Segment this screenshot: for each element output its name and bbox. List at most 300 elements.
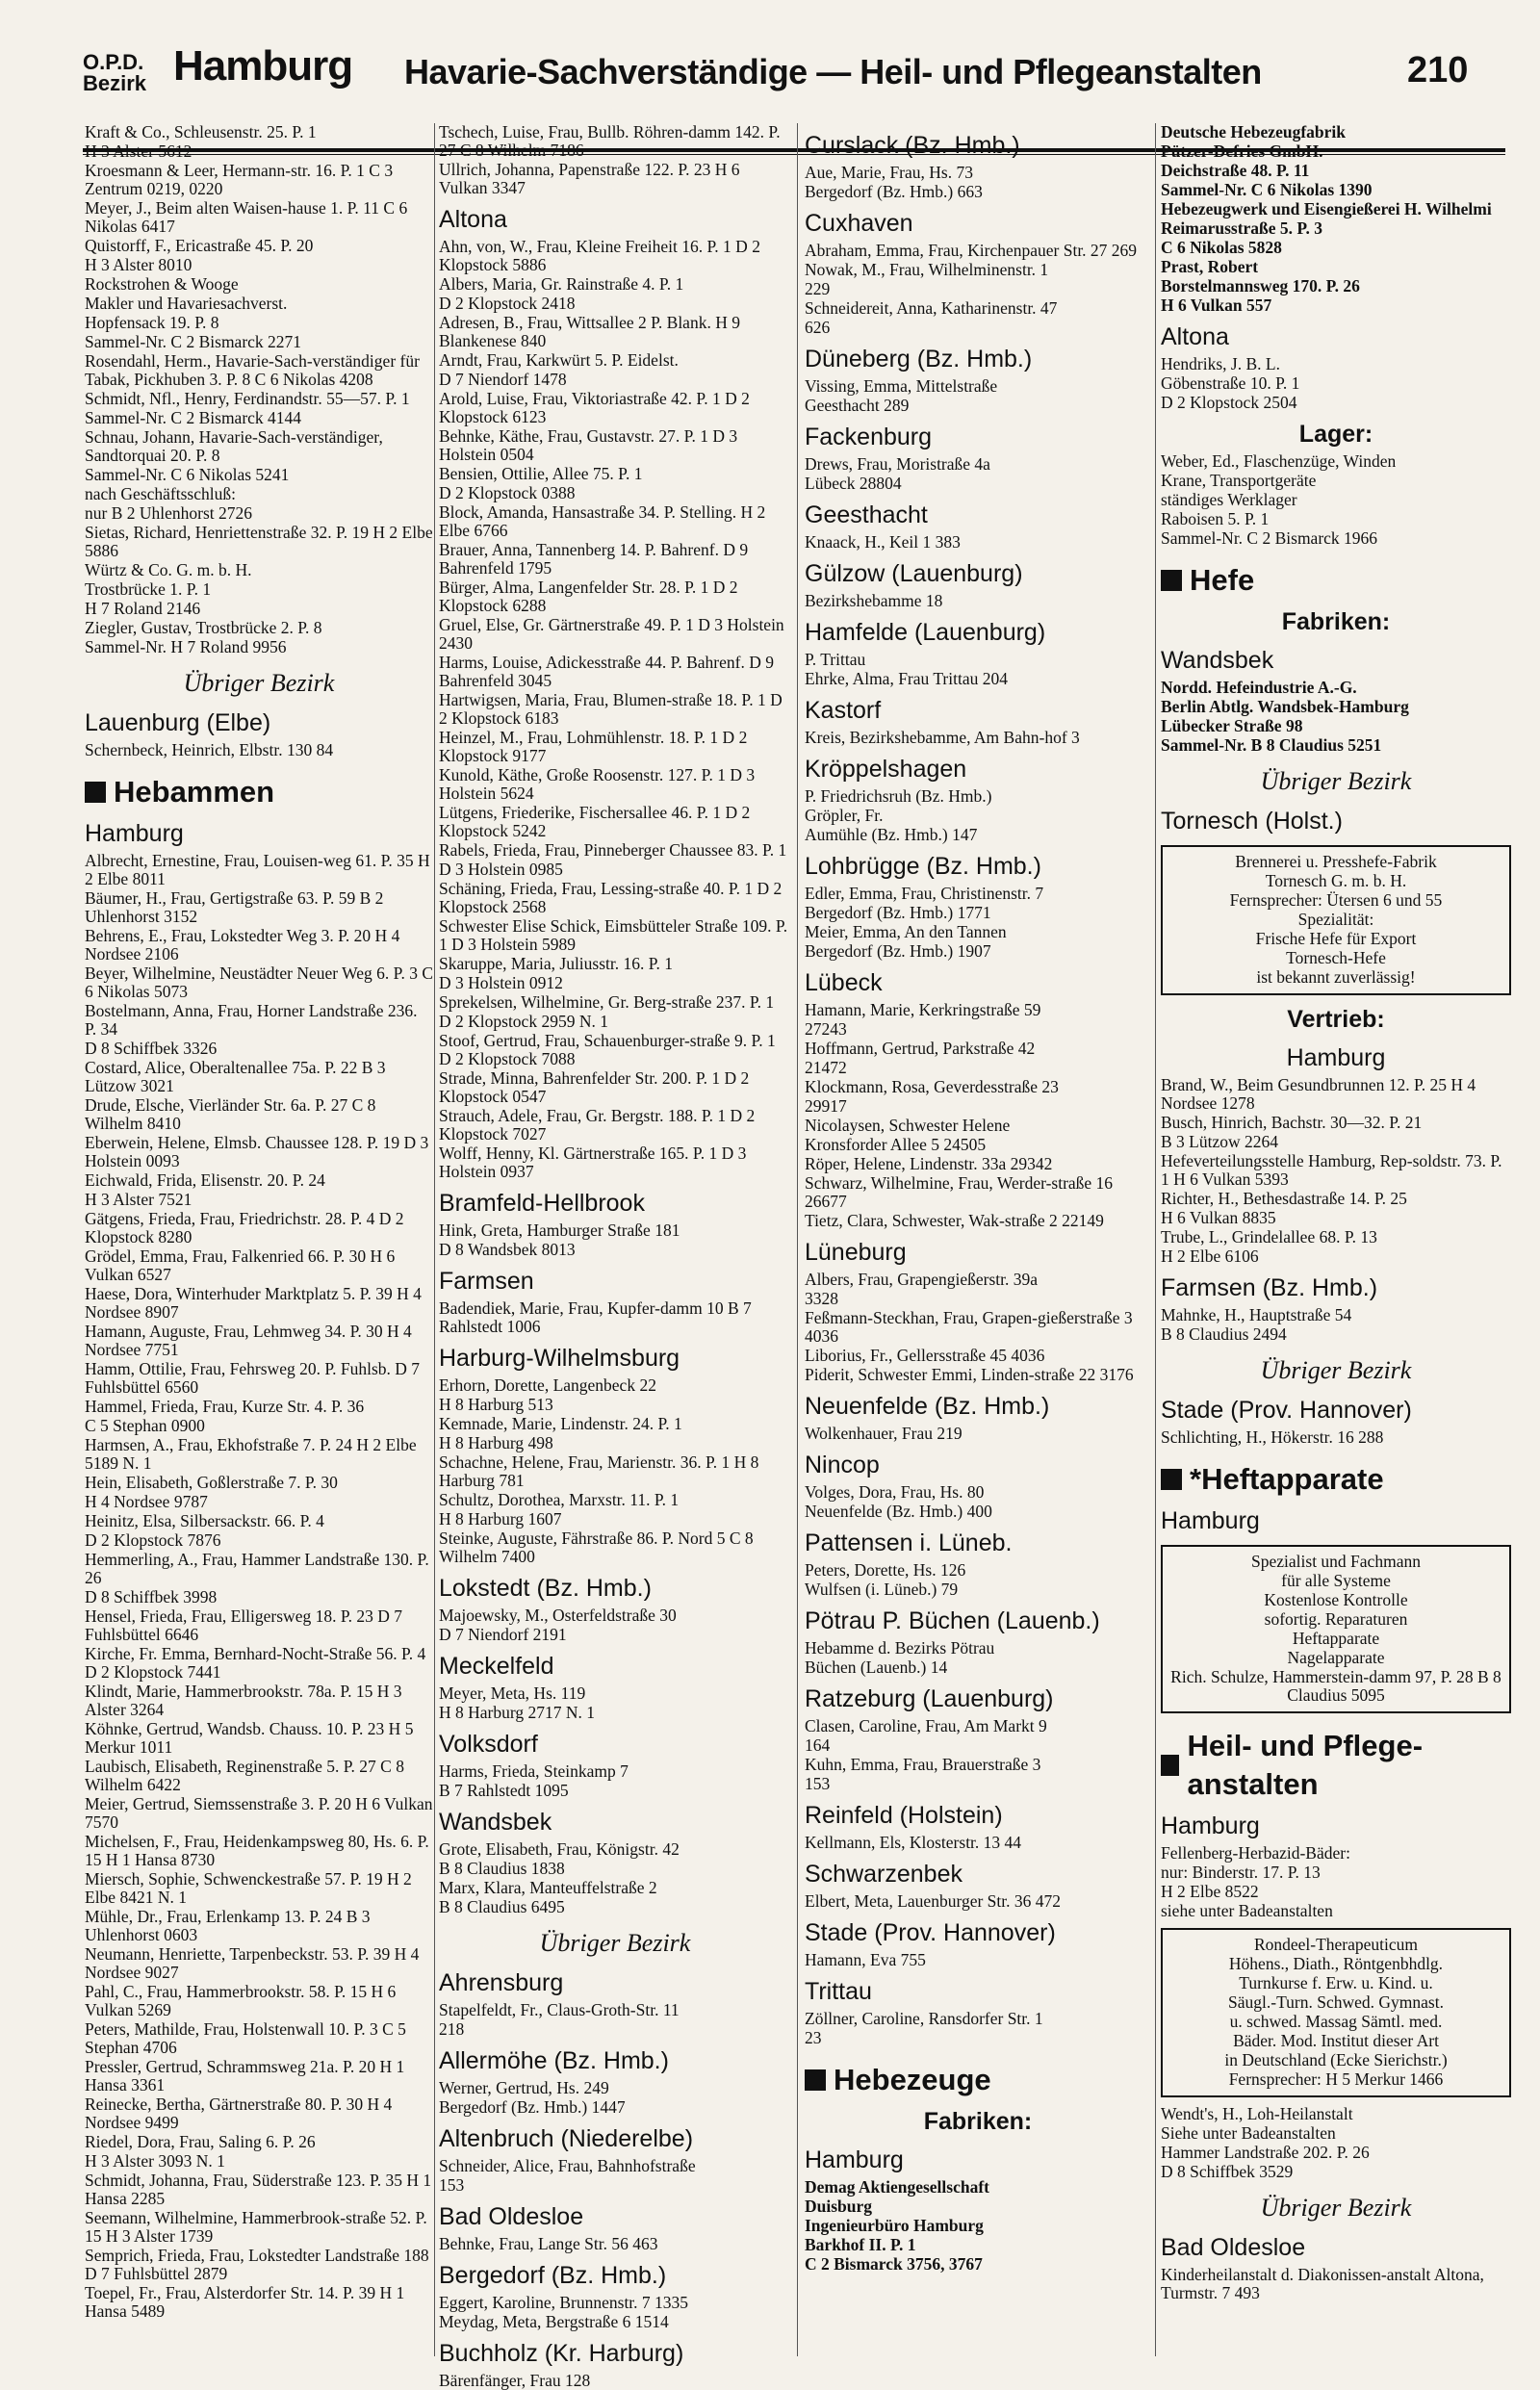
- town-heading: Allermöhe (Bz. Hmb.): [439, 2047, 669, 2074]
- list-item: Eberwein, Helene, Elmsb. Chaussee 128. P. 19 D 3 Holstein 0093: [85, 1133, 429, 1170]
- list-item: Meydag, Meta, Bergstraße 6 1514: [439, 2312, 669, 2331]
- town-heading: Altona: [1161, 323, 1229, 350]
- list-item: C 5 Stephan 0900: [85, 1416, 205, 1435]
- list-item: Bergedorf (Bz. Hmb.) 1907: [805, 941, 991, 961]
- list-item: Kirche, Fr. Emma, Bernhard-Nocht-Straße 56. P. 4 D 2 Klopstock 7441: [85, 1644, 426, 1682]
- section-title: Heil- und Pflege-anstalten: [1187, 1729, 1424, 1801]
- town-heading: Pötrau P. Büchen (Lauenb.): [805, 1607, 1100, 1634]
- list-item: Costard, Alice, Oberaltenallee 75a. P. 22 B 3 Lützow 3021: [85, 1058, 386, 1095]
- town-heading: Farmsen: [439, 1268, 534, 1295]
- section-heading: [805, 2061, 1151, 2099]
- list-item: Hoffmann, Gertrud, Parkstraße 42: [805, 1039, 1036, 1058]
- town-heading: Bad Oldesloe: [1161, 2234, 1306, 2261]
- list-item: Bergedorf (Bz. Hmb.) 1447: [439, 2097, 626, 2117]
- list-item: H 6 Vulkan 8835: [1161, 1208, 1276, 1227]
- list-item: Sammel-Nr. C 2 Bismarck 1966: [1161, 528, 1378, 548]
- list-item: Bostelmann, Anna, Frau, Horner Landstraße 236. P. 34: [85, 1001, 418, 1039]
- page-title: Havarie-Sachverständige — Heil- und Pflegeanstalten: [404, 52, 1262, 91]
- list-item: H 2 Elbe 8522: [1161, 1882, 1259, 1901]
- list-item: Lübeck 28804: [805, 474, 902, 493]
- section-marker-icon: [1161, 1755, 1179, 1776]
- town-heading: Tornesch (Holst.): [1161, 808, 1343, 835]
- town-heading: Wandsbek: [1161, 647, 1274, 674]
- list-item: Krane, Transportgeräte: [1161, 471, 1317, 490]
- list-item: D 2 Klopstock 2504: [1161, 393, 1297, 412]
- list-item: Hebamme d. Bezirks Pötrau: [805, 1638, 995, 1658]
- list-item: Erhorn, Dorette, Langenbeck 22: [439, 1375, 656, 1395]
- list-item: Siehe unter Badeanstalten: [1161, 2123, 1336, 2143]
- list-item: Lütgens, Friederike, Fischersallee 46. P. 1 D 2 Klopstock 5242: [439, 803, 751, 840]
- town-heading: Ratzeburg (Lauenburg): [805, 1685, 1054, 1712]
- section-title: *Heftapparate: [1190, 1462, 1384, 1496]
- town-heading: Düneberg (Bz. Hmb.): [805, 346, 1033, 373]
- list-item: Albers, Frau, Grapengießerstr. 39a: [805, 1270, 1039, 1289]
- list-item: Köhnke, Gertrud, Wandsb. Chauss. 10. P. 23 H 5 Merkur 1011: [85, 1719, 414, 1757]
- list-item: nach Geschäftsschluß:: [85, 484, 236, 503]
- list-item: Spezialist und Fachmann: [1251, 1552, 1421, 1571]
- list-item: D 8 Schiffbek 3326: [85, 1039, 218, 1058]
- town-heading: Wandsbek: [439, 1809, 552, 1836]
- list-item: Fernsprecher: Ütersen 6 und 55: [1229, 890, 1443, 910]
- list-item: Schäning, Frieda, Frau, Lessing-straße 40. P. 1 D 2 Klopstock 2568: [439, 879, 783, 916]
- list-item: Wulfsen (i. Lüneb.) 79: [805, 1580, 959, 1599]
- page-number: 210: [1407, 50, 1469, 90]
- town-heading: Lübeck: [805, 969, 883, 996]
- list-item: Pahl, C., Frau, Hammerbrookstr. 58. P. 15 H 6 Vulkan 5269: [85, 1982, 397, 2019]
- list-item: Albers, Maria, Gr. Rainstraße 4. P. 1: [439, 274, 684, 294]
- list-item: Bergedorf (Bz. Hmb.) 663: [805, 182, 983, 201]
- town-heading: Farmsen (Bz. Hmb.): [1161, 1274, 1378, 1301]
- list-item: Meyer, J., Beim alten Waisen-hause 1. P. 11 C 6 Nikolas 6417: [85, 198, 408, 236]
- header-city: Hamburg: [173, 42, 353, 90]
- advertisement-box: [1161, 1928, 1511, 2097]
- list-item: Seemann, Wilhelmine, Hammerbrook-straße 52. P. 15 H 3 Alster 1739: [85, 2208, 427, 2246]
- list-item: Ingenieurbüro Hamburg: [805, 2216, 984, 2235]
- town-heading: Altona: [439, 206, 507, 233]
- list-item: Badendiek, Marie, Frau, Kupfer-damm 10 B 7 Rahlstedt 1006: [439, 1298, 752, 1336]
- list-item: Peters, Dorette, Hs. 126: [805, 1560, 966, 1580]
- list-item: P. Friedrichsruh (Bz. Hmb.): [805, 786, 992, 806]
- list-item: Miersch, Sophie, Schwenckestraße 57. P. 19 H 2 Elbe 8421 N. 1: [85, 1869, 412, 1907]
- town-heading: Reinfeld (Holstein): [805, 1802, 1003, 1829]
- list-item: Aue, Marie, Frau, Hs. 73: [805, 163, 973, 182]
- list-item: Klockmann, Rosa, Geverdesstraße 23: [805, 1077, 1059, 1096]
- list-item: Abraham, Emma, Frau, Kirchenpauer Str. 27 269: [805, 241, 1138, 260]
- list-item: Pressler, Gertrud, Schrammsweg 21a. P. 20 H 1 Hansa 3361: [85, 2057, 405, 2094]
- list-item: Grödel, Emma, Frau, Falkenried 66. P. 30 H 6 Vulkan 6527: [85, 1246, 396, 1284]
- list-item: Schneidereit, Anna, Katharinenstr. 47: [805, 298, 1058, 318]
- list-item: für alle Systeme: [1281, 1571, 1391, 1590]
- list-item: Hein, Elisabeth, Goßlerstraße 7. P. 30: [85, 1473, 338, 1492]
- town-heading: Neuenfelde (Bz. Hmb.): [805, 1393, 1050, 1420]
- list-item: Meier, Emma, An den Tannen: [805, 922, 1007, 941]
- list-item: Kostenlose Kontrolle: [1264, 1590, 1408, 1609]
- list-item: C 2 Bismarck 3756, 3767: [805, 2254, 983, 2274]
- list-item: Sammel-Nr. C 2 Bismarck 4144: [85, 408, 302, 427]
- list-item: H 8 Harburg 498: [439, 1433, 553, 1452]
- list-item: Gröpler, Fr.: [805, 806, 884, 825]
- town-heading: Lauenburg (Elbe): [85, 709, 271, 736]
- list-item: Ziegler, Gustav, Trostbrücke 2. P. 8: [85, 618, 322, 637]
- town-heading: Buchholz (Kr. Harburg): [439, 2340, 684, 2367]
- list-item: Trube, L., Grindelallee 68. P. 13: [1161, 1227, 1377, 1246]
- list-item: 164: [805, 1735, 831, 1755]
- subheading: Vertrieb:: [1287, 1006, 1385, 1033]
- list-item: Elbert, Meta, Lauenburger Str. 36 472: [805, 1891, 1062, 1911]
- subheading: Lager:: [1298, 421, 1373, 448]
- list-item: Barkhof II. P. 1: [805, 2235, 916, 2254]
- advertisement-box: [1161, 1545, 1511, 1713]
- section-heading: [1161, 561, 1511, 600]
- list-item: Kreis, Bezirkshebamme, Am Bahn-hof 3: [805, 728, 1080, 747]
- list-item: Reimarusstraße 5. P. 3: [1161, 218, 1323, 238]
- list-item: Höhens., Diath., Röntgenbhdlg.: [1228, 1954, 1444, 1973]
- town-heading: Lüneburg: [805, 1239, 907, 1266]
- list-item: Schernbeck, Heinrich, Elbstr. 130 84: [85, 740, 334, 759]
- list-item: Makler und Havariesachverst.: [85, 294, 288, 313]
- list-item: Hemmerling, A., Frau, Hammer Landstraße 130. P. 26: [85, 1550, 429, 1587]
- subheading: Übriger Bezirk: [183, 669, 335, 697]
- list-item: Hamann, Marie, Kerkringstraße 59: [805, 1000, 1041, 1019]
- list-item: D 2 Klopstock 7876: [85, 1530, 221, 1550]
- town-heading: Bad Oldesloe: [439, 2203, 584, 2230]
- list-item: Hamann, Auguste, Frau, Lehmweg 34. P. 30 H 4 Nordsee 7751: [85, 1322, 412, 1359]
- list-item: Raboisen 5. P. 1: [1161, 509, 1270, 528]
- opd-label: O.P.D.: [83, 50, 144, 74]
- town-heading: Bramfeld-Hellbrook: [439, 1190, 645, 1217]
- bezirk-label: Bezirk: [83, 71, 147, 95]
- list-item: Meier, Gertrud, Siemssenstraße 3. P. 20 H 6 Vulkan 7570: [85, 1794, 433, 1832]
- list-item: Nagelapparate: [1287, 1648, 1385, 1667]
- town-heading: Hamburg: [1161, 1507, 1260, 1534]
- list-item: Semprich, Frieda, Frau, Lokstedter Landstraße 188 D 7 Fuhlsbüttel 2879: [85, 2246, 429, 2283]
- list-item: Feßmann-Steckhan, Frau, Grapen-gießerstraße 3 4036: [805, 1308, 1133, 1346]
- list-item: H 2 Elbe 6106: [1161, 1246, 1259, 1266]
- list-item: Hopfensack 19. P. 8: [85, 313, 219, 332]
- list-item: B 3 Lützow 2264: [1161, 1132, 1279, 1151]
- list-item: Reinecke, Bertha, Gärtnerstraße 80. P. 30 H 4 Nordsee 9499: [85, 2094, 393, 2132]
- list-item: 21472: [805, 1058, 847, 1077]
- list-item: Skaruppe, Maria, Juliusstr. 16. P. 1: [439, 954, 674, 973]
- list-item: B 8 Claudius 6495: [439, 1897, 565, 1916]
- list-item: D 2 Klopstock 2959 N. 1: [439, 1012, 608, 1031]
- list-item: D 7 Niendorf 2191: [439, 1625, 567, 1644]
- town-heading: Hamburg: [805, 2146, 904, 2173]
- list-item: Fernsprecher: H 5 Merkur 1466: [1228, 2069, 1444, 2089]
- list-item: in Deutschland (Ecke Sierichstr.): [1224, 2050, 1448, 2069]
- list-item: Tornesch G. m. b. H.: [1265, 871, 1407, 890]
- subheading: Übriger Bezirk: [1260, 2194, 1412, 2222]
- column-2: [439, 122, 791, 2390]
- list-item: Majoewsky, M., Osterfeldstraße 30: [439, 1606, 677, 1625]
- list-item: Drews, Frau, Moristraße 4a: [805, 454, 990, 474]
- list-item: Arndt, Frau, Karkwürt 5. P. Eidelst.: [439, 350, 679, 370]
- list-item: Ehrke, Alma, Frau Trittau 204: [805, 669, 1008, 688]
- list-item: Hink, Greta, Hamburger Straße 181: [439, 1221, 680, 1240]
- section-heading: [85, 773, 433, 811]
- list-item: Michelsen, F., Frau, Heidenkampsweg 80, Hs. 6. P. 15 H 1 Hansa 8730: [85, 1832, 429, 1869]
- list-item: 23: [805, 2028, 822, 2047]
- town-heading: Geesthacht: [805, 501, 928, 528]
- list-item: Drude, Elsche, Vierländer Str. 6a. P. 27 C 8 Wilhelm 8410: [85, 1095, 376, 1133]
- list-item: Volges, Dora, Frau, Hs. 80: [805, 1482, 985, 1502]
- subheading: Fabriken:: [1281, 608, 1391, 635]
- list-item: Sietas, Richard, Henriettenstraße 32. P. 19 H 2 Elbe 5886: [85, 523, 433, 560]
- list-item: Nicolaysen, Schwester Helene: [805, 1116, 1011, 1135]
- list-item: Wolkenhauer, Frau 219: [805, 1424, 962, 1443]
- list-item: Bärenfänger, Frau 128: [439, 2371, 591, 2390]
- list-item: Liborius, Fr., Gellersstraße 45 4036: [805, 1346, 1045, 1365]
- list-item: Stoof, Gertrud, Frau, Schauenburger-straße 9. P. 1 D 2 Klopstock 7088: [439, 1031, 776, 1068]
- list-item: Röper, Helene, Lindenstr. 33a 29342: [805, 1154, 1053, 1173]
- list-item: Trostbrücke 1. P. 1: [85, 579, 212, 599]
- list-item: Deutsche Hebezeugfabrik: [1161, 122, 1346, 141]
- town-heading: Harburg-Wilhelmsburg: [439, 1345, 680, 1372]
- list-item: Neumann, Henriette, Tarpenbeckstr. 53. P. 39 H 4 Nordsee 9027: [85, 1944, 420, 1982]
- list-item: Bäder. Mod. Institut dieser Art: [1233, 2031, 1439, 2050]
- list-item: Harms, Louise, Adickesstraße 44. P. Bahrenf. D 9 Bahrenfeld 3045: [439, 653, 774, 690]
- list-item: D 8 Schiffbek 3529: [1161, 2162, 1294, 2181]
- list-item: Rich. Schulze, Hammerstein-damm 97, P. 28 B 8 Claudius 5095: [1170, 1667, 1502, 1705]
- list-item: Spezialität:: [1297, 910, 1374, 929]
- list-item: Schwarz, Wilhelmine, Frau, Werder-straße 16 26677: [805, 1173, 1114, 1211]
- list-item: 626: [805, 318, 831, 337]
- town-heading: Altenbruch (Niederelbe): [439, 2125, 694, 2152]
- list-item: Zöllner, Caroline, Ransdorfer Str. 1: [805, 2009, 1043, 2028]
- column-divider: [434, 123, 435, 2356]
- list-item: C 6 Nikolas 5828: [1161, 238, 1282, 257]
- town-heading: Ahrensburg: [439, 1969, 564, 1996]
- list-item: Heinitz, Elsa, Silbersackstr. 66. P. 4: [85, 1511, 324, 1530]
- list-item: B 7 Rahlstedt 1095: [439, 1781, 569, 1800]
- list-item: Hendriks, J. B. L.: [1161, 354, 1280, 373]
- list-item: Vissing, Emma, Mittelstraße: [805, 376, 998, 396]
- column-3: [805, 123, 1151, 2356]
- list-item: Hamann, Eva 755: [805, 1950, 926, 1969]
- list-item: Würtz & Co. G. m. b. H.: [85, 560, 252, 579]
- list-item: D 3 Holstein 0912: [439, 973, 563, 992]
- town-heading: Gülzow (Lauenburg): [805, 560, 1023, 587]
- list-item: Kraft & Co., Schleusenstr. 25. P. 1: [85, 122, 317, 141]
- list-item: Schultz, Dorothea, Marxstr. 11. P. 1: [439, 1490, 680, 1509]
- list-item: Pützer-Defries GmbH.: [1161, 141, 1323, 161]
- list-item: 3328: [805, 1289, 838, 1308]
- list-item: Schnau, Johann, Havarie-Sach-verständiger, Sandtorquai 20. P. 8: [85, 427, 383, 465]
- list-item: D 8 Wandsbek 8013: [439, 1240, 576, 1259]
- column-1: [85, 123, 433, 2356]
- section-heading: [1161, 1727, 1511, 1804]
- list-item: 229: [805, 279, 831, 298]
- list-item: Rockstrohen & Wooge: [85, 274, 239, 294]
- list-item: Steinke, Auguste, Fährstraße 86. P. Nord 5 C 8 Wilhelm 7400: [439, 1529, 754, 1566]
- list-item: Strauch, Adele, Frau, Gr. Bergstr. 188. P. 1 D 2 Klopstock 7027: [439, 1106, 756, 1144]
- section-marker-icon: [805, 2069, 826, 2091]
- town-heading: Lohbrügge (Bz. Hmb.): [805, 853, 1041, 880]
- list-item: Hammer Landstraße 202. P. 26: [1161, 2143, 1370, 2162]
- list-item: Heftapparate: [1292, 1629, 1380, 1648]
- list-item: Rabels, Frieda, Frau, Pinneberger Chaussee 83. P. 1: [439, 840, 787, 860]
- column-4: [1161, 123, 1511, 2356]
- page-header: [0, 39, 1540, 116]
- list-item: Knaack, H., Keil 1 383: [805, 532, 961, 552]
- list-item: Hartwigsen, Maria, Frau, Blumen-straße 18. P. 1 D 2 Klopstock 6183: [439, 690, 783, 728]
- list-item: Kroesmann & Leer, Hermann-str. 16. P. 1 C 3 Zentrum 0219, 0220: [85, 161, 394, 198]
- list-item: Brand, W., Beim Gesundbrunnen 12. P. 25 H 4 Nordsee 1278: [1161, 1075, 1476, 1113]
- list-item: Demag Aktiengesellschaft: [805, 2177, 989, 2197]
- list-item: Mahnke, H., Hauptstraße 54: [1161, 1305, 1352, 1324]
- list-item: Sammel-Nr. C 2 Bismarck 2271: [85, 332, 302, 351]
- list-item: Hefeverteilungsstelle Hamburg, Rep-soldstr. 73. P. 1 H 6 Vulkan 5393: [1161, 1151, 1502, 1189]
- list-item: Klindt, Marie, Hammerbrookstr. 78a. P. 15 H 3 Alster 3264: [85, 1682, 402, 1719]
- list-item: Hammel, Frieda, Frau, Kurze Str. 4. P. 36: [85, 1397, 365, 1416]
- list-item: Hamm, Ottilie, Frau, Fehrsweg 20. P. Fuhlsb. D 7 Fuhlsbüttel 6560: [85, 1359, 421, 1397]
- list-item: Tschech, Luise, Frau, Bullb. Röhren-damm 142. P. 27 C 8 Wilhelm 7186: [439, 122, 781, 160]
- list-item: Harmsen, A., Frau, Ekhofstraße 7. P. 24 H 2 Elbe 5189 N. 1: [85, 1435, 417, 1473]
- list-item: Strade, Minna, Bahrenfelder Str. 200. P. 1 D 2 Klopstock 0547: [439, 1068, 750, 1106]
- section-marker-icon: [85, 782, 106, 803]
- list-item: Laubisch, Elisabeth, Reginenstraße 5. P. 27 C 8 Wilhelm 6422: [85, 1757, 404, 1794]
- list-item: H 7 Roland 2146: [85, 599, 201, 618]
- list-item: D 2 Klopstock 0388: [439, 483, 576, 502]
- list-item: B 8 Claudius 1838: [439, 1859, 565, 1878]
- list-item: Sammel-Nr. B 8 Claudius 5251: [1161, 735, 1382, 755]
- town-heading: Cuxhaven: [805, 210, 913, 237]
- list-item: ist bekannt zuverlässig!: [1256, 967, 1416, 987]
- list-item: Heinzel, M., Frau, Lohmühlenstr. 18. P. 1 D 2 Klopstock 9177: [439, 728, 748, 765]
- town-heading: Nincop: [805, 1452, 880, 1478]
- list-item: Schmidt, Johanna, Frau, Süderstraße 123. P. 35 H 1 Hansa 2285: [85, 2171, 432, 2208]
- list-item: Toepel, Fr., Frau, Alsterdorfer Str. 14. P. 39 H 1 Hansa 5489: [85, 2283, 405, 2321]
- town-heading: Stade (Prov. Hannover): [805, 1919, 1056, 1946]
- list-item: H 3 Alster 8010: [85, 255, 192, 274]
- list-item: Schmidt, Nfl., Henry, Ferdinandstr. 55—57. P. 1: [85, 389, 410, 408]
- list-item: 153: [805, 1774, 831, 1793]
- list-item: Sammel-Nr. H 7 Roland 9956: [85, 637, 287, 656]
- list-item: H 4 Nordsee 9787: [85, 1492, 208, 1511]
- list-item: Bürger, Alma, Langenfelder Str. 28. P. 1 D 2 Klopstock 6288: [439, 578, 738, 615]
- list-item: Eggert, Karoline, Brunnenstr. 7 1335: [439, 2293, 689, 2312]
- list-item: Göbenstraße 10. P. 1: [1161, 373, 1300, 393]
- list-item: Riedel, Dora, Frau, Saling 6. P. 26: [85, 2132, 316, 2151]
- list-item: Sammel-Nr. C 6 Nikolas 1390: [1161, 180, 1373, 199]
- list-item: Brauer, Anna, Tannenberg 14. P. Bahrenf. D 9 Bahrenfeld 1795: [439, 540, 749, 578]
- town-heading: Trittau: [805, 1978, 872, 2005]
- list-item: Marx, Klara, Manteuffelstraße 2: [439, 1878, 657, 1897]
- column-divider: [1155, 123, 1156, 2356]
- list-item: Schachne, Helene, Frau, Marienstr. 36. P. 1 H 8 Harburg 781: [439, 1452, 759, 1490]
- town-heading: Hamburg: [1286, 1044, 1386, 1071]
- town-heading: Hamburg: [1161, 1812, 1260, 1839]
- list-item: Quistorff, F., Ericastraße 45. P. 20: [85, 236, 314, 255]
- list-item: Aumühle (Bz. Hmb.) 147: [805, 825, 978, 844]
- list-item: Nordd. Hefeindustrie A.-G.: [1161, 678, 1357, 697]
- town-heading: Bergedorf (Bz. Hmb.): [439, 2262, 667, 2289]
- subheading: Fabriken:: [923, 2108, 1033, 2135]
- list-item: Piderit, Schwester Emmi, Linden-straße 22 3176: [805, 1365, 1134, 1384]
- list-item: Richter, H., Bethesdastraße 14. P. 25: [1161, 1189, 1407, 1208]
- list-item: D 8 Schiffbek 3998: [85, 1587, 218, 1606]
- list-item: Arold, Luise, Frau, Viktoriastraße 42. P. 1 D 2 Klopstock 6123: [439, 389, 750, 426]
- list-item: Rosendahl, Herm., Havarie-Sach-verständiger für Tabak, Pickhuben 3. P. 8 C 6 Nikolas 4208: [85, 351, 420, 389]
- list-item: Berlin Abtlg. Wandsbek-Hamburg: [1161, 697, 1409, 716]
- list-item: Kronsforder Allee 5 24505: [805, 1135, 987, 1154]
- list-item: Grote, Elisabeth, Frau, Königstr. 42: [439, 1839, 680, 1859]
- list-item: Peters, Mathilde, Frau, Holstenwall 10. P. 3 C 5 Stephan 4706: [85, 2019, 406, 2057]
- list-item: Behnke, Käthe, Frau, Gustavstr. 27. P. 1 D 3 Holstein 0504: [439, 426, 738, 464]
- list-item: D 3 Holstein 0985: [439, 860, 563, 879]
- list-item: 153: [439, 2175, 465, 2195]
- list-item: Weber, Ed., Flaschenzüge, Winden: [1161, 451, 1397, 471]
- town-heading: Hamfelde (Lauenburg): [805, 619, 1046, 646]
- town-heading: Pattensen i. Lüneb.: [805, 1529, 1013, 1556]
- list-item: Kunold, Käthe, Große Roosenstr. 127. P. 1 D 3 Holstein 5624: [439, 765, 756, 803]
- town-heading: Kastorf: [805, 697, 882, 724]
- list-item: H 3 Alster 7521: [85, 1190, 192, 1209]
- list-item: Meyer, Meta, Hs. 119: [439, 1683, 586, 1703]
- list-item: Bensien, Ottilie, Allee 75. P. 1: [439, 464, 643, 483]
- list-item: Hensel, Frieda, Frau, Elligersweg 18. P. 23 D 7 Fuhlsbüttel 6646: [85, 1606, 403, 1644]
- list-item: H 8 Harburg 1607: [439, 1509, 562, 1529]
- list-item: Schlichting, H., Hökerstr. 16 288: [1161, 1427, 1384, 1447]
- list-item: Kinderheilanstalt d. Diakonissen-anstalt Altona, Turmstr. 7 493: [1161, 2265, 1484, 2302]
- list-item: Nowak, M., Frau, Wilhelminenstr. 1: [805, 260, 1049, 279]
- list-item: Frische Hefe für Export: [1255, 929, 1417, 948]
- section-marker-icon: [1161, 1469, 1182, 1490]
- list-item: Prast, Robert: [1161, 257, 1259, 276]
- list-item: H 3 Alster 3093 N. 1: [85, 2151, 225, 2171]
- list-item: Beyer, Wilhelmine, Neustädter Neuer Weg 6. P. 3 C 6 Nikolas 5073: [85, 964, 434, 1001]
- town-heading: Volksdorf: [439, 1731, 538, 1758]
- list-item: Rondeel-Therapeuticum: [1253, 1935, 1419, 1954]
- list-item: u. schwed. Massag Sämtl. med.: [1229, 2012, 1443, 2031]
- list-item: Edler, Emma, Frau, Christinenstr. 7: [805, 884, 1044, 903]
- town-heading: Schwarzenbek: [805, 1861, 962, 1888]
- list-item: Gruel, Else, Gr. Gärtnerstraße 49. P. 1 D 3 Holstein 2430: [439, 615, 784, 653]
- advertisement-box: [1161, 845, 1511, 995]
- list-item: Hebezeugwerk und Eisengießerei H. Wilhelmi: [1161, 199, 1492, 218]
- subheading: Übriger Bezirk: [539, 1929, 691, 1957]
- section-title: Hefe: [1190, 563, 1255, 597]
- list-item: Behnke, Frau, Lange Str. 56 463: [439, 2234, 658, 2253]
- list-item: H 6 Vulkan 557: [1161, 296, 1272, 315]
- list-item: Mühle, Dr., Frau, Erlenkamp 13. P. 24 B 3 Uhlenhorst 0603: [85, 1907, 371, 1944]
- list-item: Adresen, B., Frau, Wittsallee 2 P. Blank. H 9 Blankenese 840: [439, 313, 740, 350]
- town-heading: Stade (Prov. Hannover): [1161, 1397, 1412, 1424]
- list-item: Kellmann, Els, Klosterstr. 13 44: [805, 1833, 1022, 1852]
- list-item: Deichstraße 48. P. 11: [1161, 161, 1310, 180]
- list-item: nur B 2 Uhlenhorst 2726: [85, 503, 253, 523]
- town-heading: Hamburg: [85, 820, 184, 847]
- list-item: Busch, Hinrich, Bachstr. 30—32. P. 21: [1161, 1113, 1423, 1132]
- list-item: Kemnade, Marie, Lindenstr. 24. P. 1: [439, 1414, 682, 1433]
- list-item: Gätgens, Frieda, Frau, Friedrichstr. 28. P. 4 D 2 Klopstock 8280: [85, 1209, 404, 1246]
- list-item: Behrens, E., Frau, Lokstedter Weg 3. P. 20 H 4 Nordsee 2106: [85, 926, 400, 964]
- list-item: H 3 Alster 5612: [85, 141, 192, 161]
- list-item: Schneider, Alice, Frau, Bahnhofstraße: [439, 2156, 696, 2175]
- list-item: nur: Binderstr. 17. P. 13: [1161, 1863, 1321, 1882]
- list-item: Duisburg: [805, 2197, 873, 2216]
- list-item: Block, Amanda, Hansastraße 34. P. Stelling. H 2 Elbe 6766: [439, 502, 766, 540]
- list-item: Wendt's, H., Loh-Heilanstalt: [1161, 2104, 1353, 2123]
- list-item: Geesthacht 289: [805, 396, 910, 415]
- list-item: Eichwald, Frida, Elisenstr. 20. P. 24: [85, 1170, 325, 1190]
- list-item: 27243: [805, 1019, 847, 1039]
- list-item: Brennerei u. Presshefe-Fabrik: [1235, 852, 1437, 871]
- column-divider: [797, 123, 798, 2356]
- town-heading: Meckelfeld: [439, 1653, 554, 1680]
- list-item: Neuenfelde (Bz. Hmb.) 400: [805, 1502, 992, 1521]
- list-item: B 8 Claudius 2494: [1161, 1324, 1287, 1344]
